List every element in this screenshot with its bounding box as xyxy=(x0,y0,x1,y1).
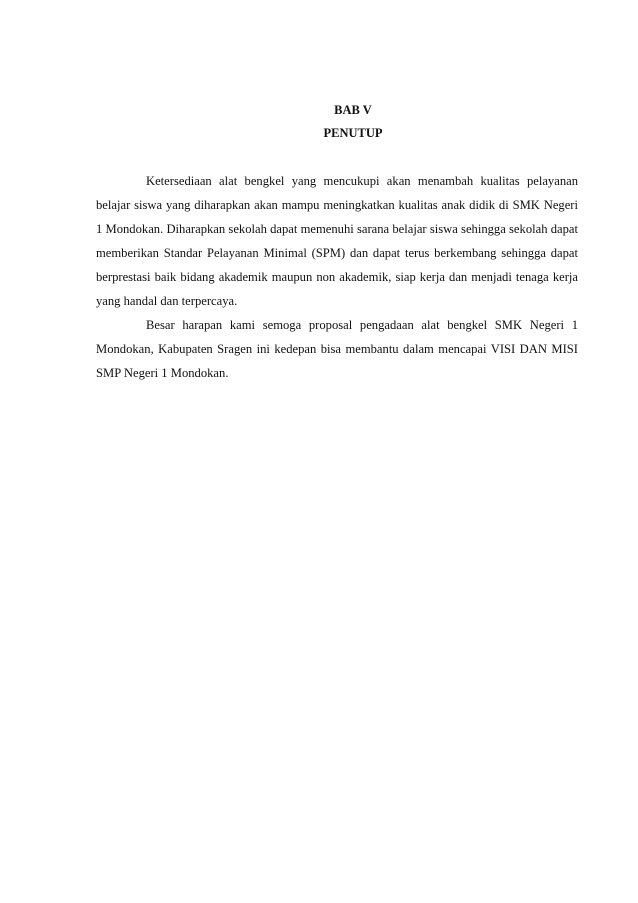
chapter-heading: BAB V xyxy=(334,103,372,117)
paragraph-2: Besar harapan kami semoga proposal pengadaan alat bengkel SMK Negeri 1 Mondokan, Kabupaten Sragen ini kedepan bisa membantu dalam mencapai VISI DAN MISI SMP Negeri 1 Mondokan. xyxy=(96,318,578,380)
body-text xyxy=(96,169,578,385)
paragraph-1: Ketersediaan alat bengkel yang mencukupi akan menambah kualitas pelayanan belajar siswa yang diharapkan akan mampu meningkatkan kualitas anak didik di SMK Negeri 1 Mondokan. Diharapkan sekolah dapat memenuhi sarana belajar siswa sehingga sekolah dapat memberikan Standar Pelayanan Minimal (SPM) dan dapat terus berkembang sehingga dapat berprestasi baik bidang akademik maupun non akademik, siap kerja dan menjadi tenaga kerja yang handal dan terpercaya. xyxy=(96,174,578,308)
chapter-title: PENUTUP xyxy=(323,126,383,140)
